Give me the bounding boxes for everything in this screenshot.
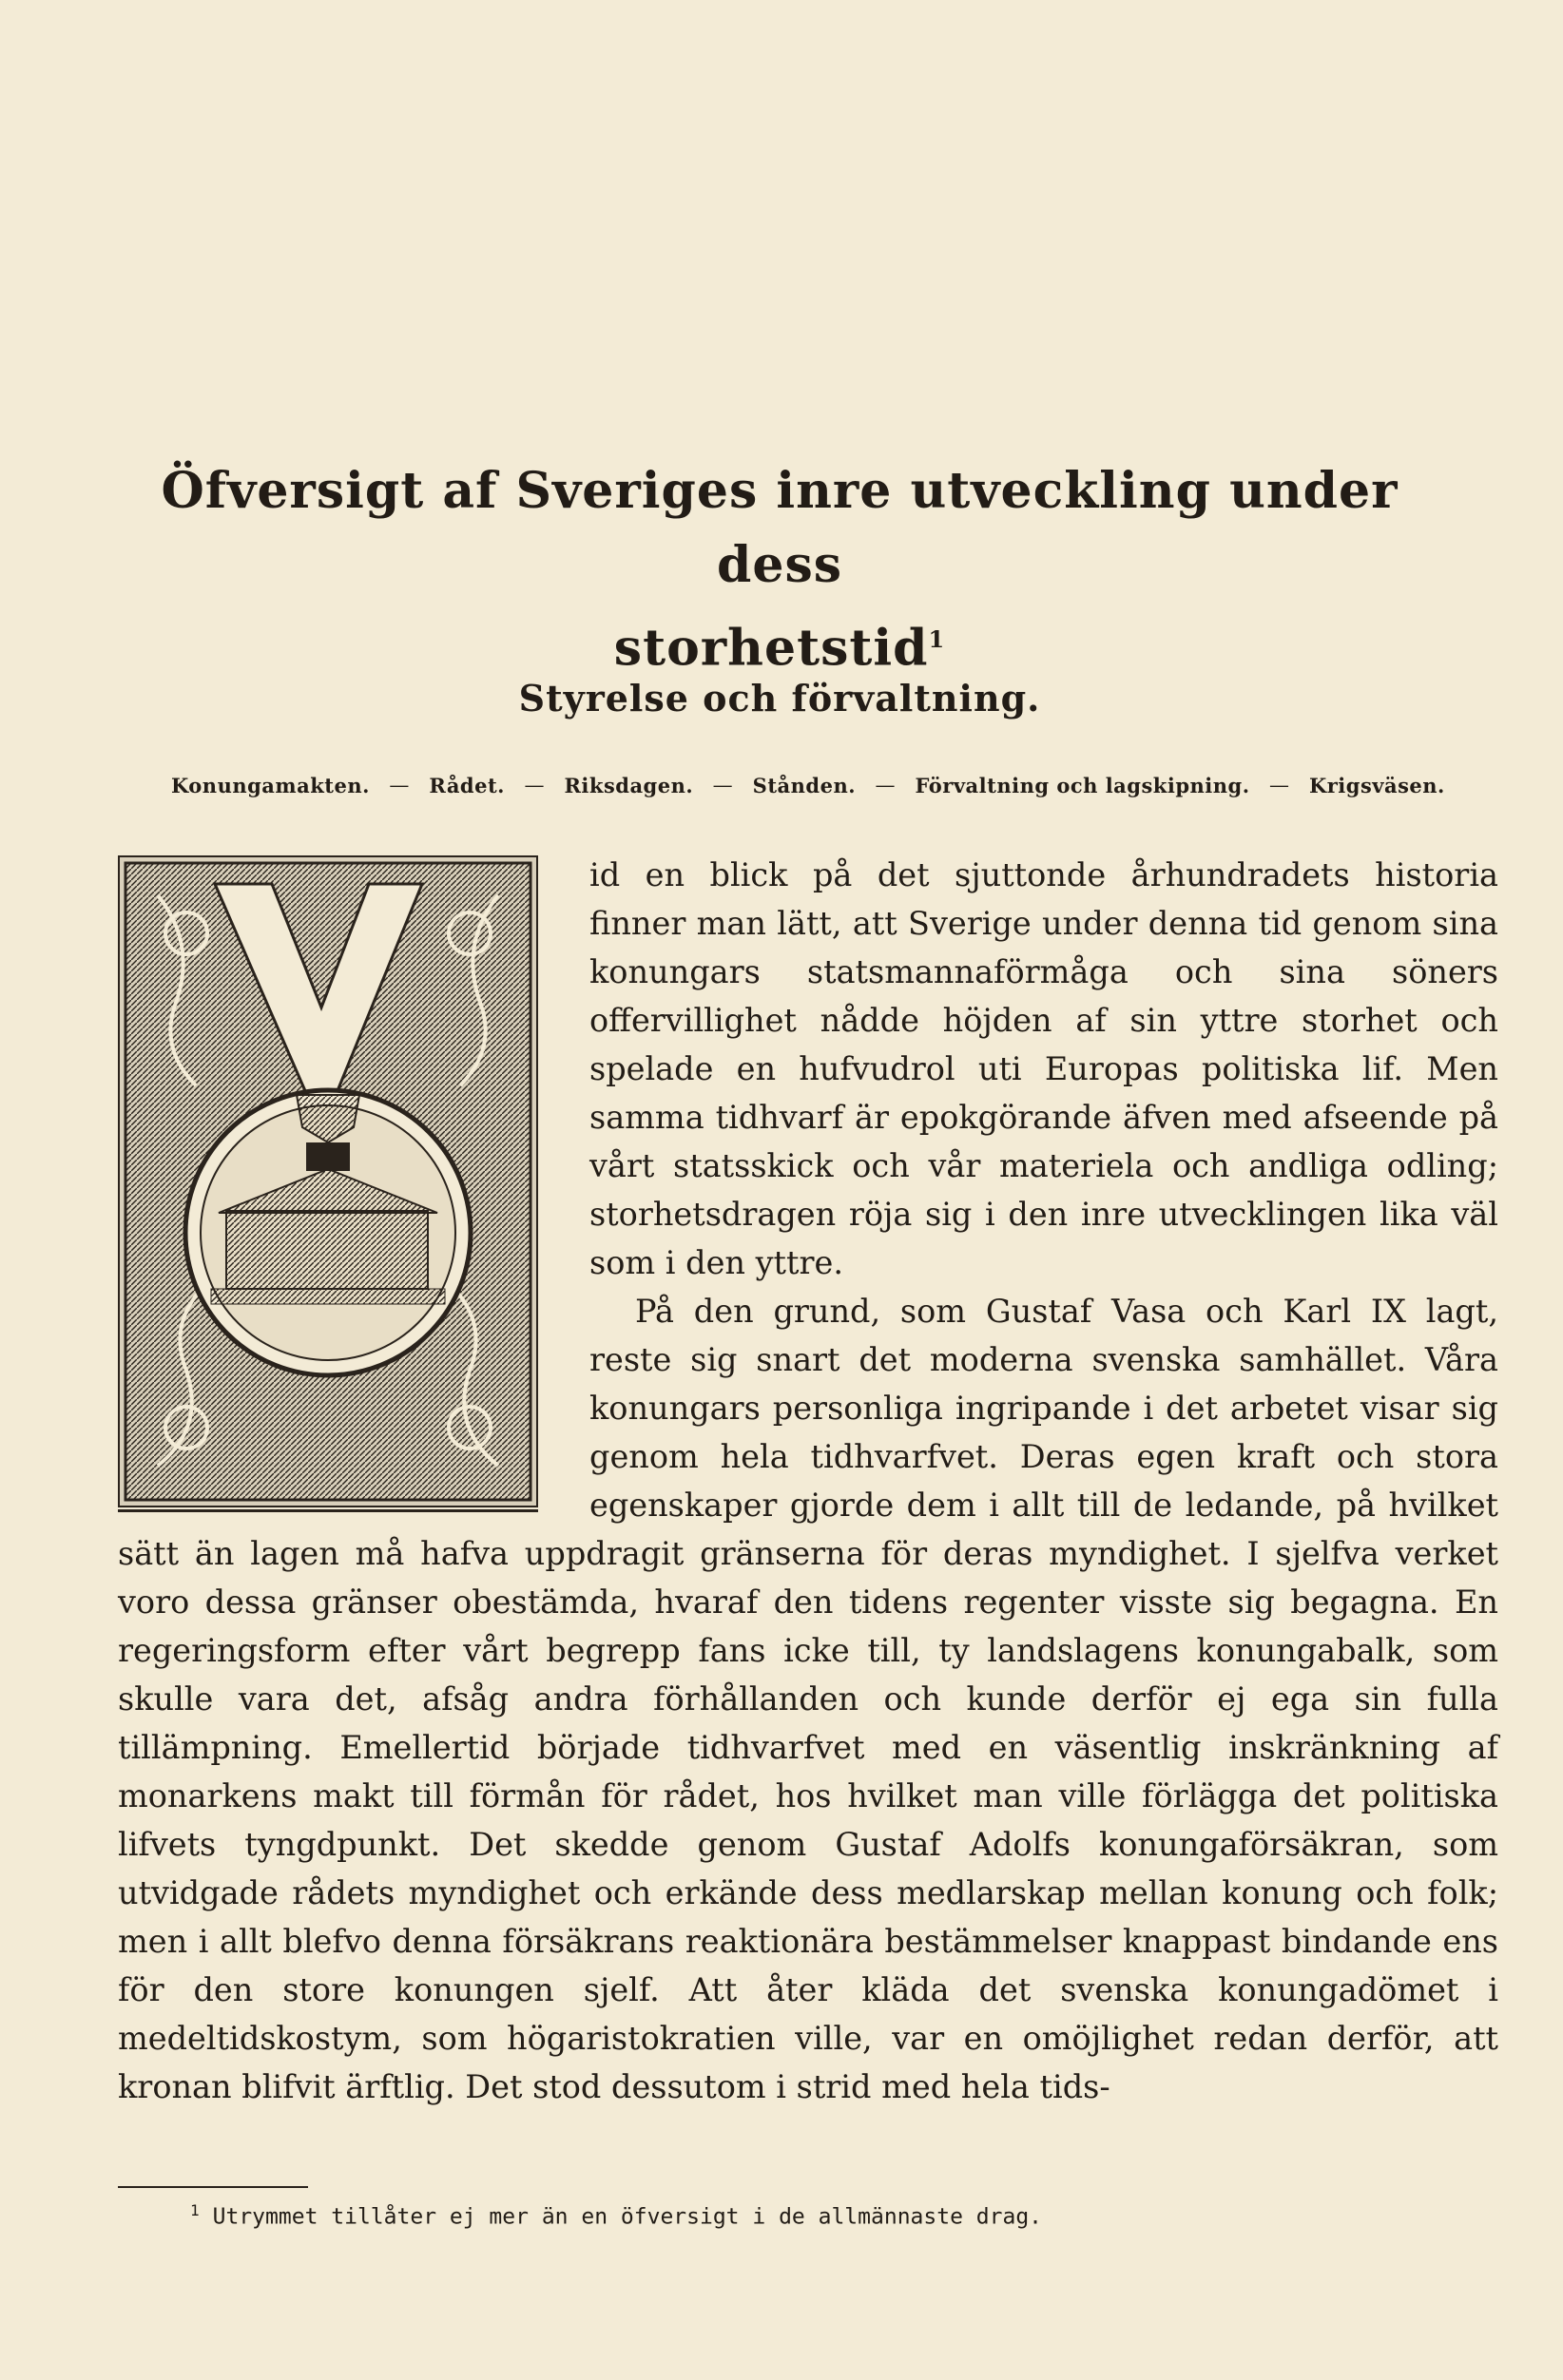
footnote-rule (118, 2186, 308, 2188)
topic-item: Konungamakten. (171, 774, 370, 797)
topic-separator: — (1269, 774, 1290, 797)
topic-separator: — (712, 774, 734, 797)
topic-item: Riksdagen. (564, 774, 694, 797)
topic-separator: — (524, 774, 545, 797)
initial-space (118, 851, 589, 1507)
topic-item: Krigsväsen. (1308, 774, 1445, 797)
body-text (118, 851, 1498, 2111)
title-line-1: Öfversigt af Sveriges inre utveckling under dess (161, 462, 1399, 594)
footnote-mark: 1 (190, 2201, 200, 2219)
topic-separator: — (875, 774, 897, 797)
paragraph-1: id en blick på det sjuttonde århundradets historia finner man lätt, att Sverige under denna tid genom sina konungars statsmannaförmåga och sina söners offervillighet nådde höjden af sin yttre storhet och spelade en hufvudrol uti Europas politiska lif. Men samma tidhvarf är epokgörande äfven med afseende på vårt statsskick och vår materiela och andliga odling; storhetsdragen röja sig i den inre utvecklingen lika väl som i den yttre. (589, 856, 1498, 1281)
topic-item: Stånden. (752, 774, 857, 797)
topic-item: Rådet. (429, 774, 505, 797)
footnote-text: Utrymmet tillåter ej mer än en öfversigt i de allmännaste drag. (212, 2204, 1043, 2230)
topic-separator: — (389, 774, 410, 797)
chapter-title (114, 454, 1445, 685)
section-subtitle: Styrelse och förvaltning. (518, 677, 1041, 720)
topic-list (171, 774, 1445, 797)
title-line-2: storhetstid (613, 619, 929, 678)
title-footnote-mark[interactable]: 1 (928, 625, 946, 653)
topic-item: Förvaltning och lagskipning. (915, 774, 1250, 797)
footnote (190, 2201, 1331, 2230)
paragraph-2: På den grund, som Gustaf Vasa och Karl IX lagt, reste sig snart det moderna svenska samhället. Våra konungars personliga ingripande i det arbetet visar sig genom hela tidhvarfvet. Deras egen kraft och stora egenskaper gjorde dem i allt till de ledande, på hvilket sätt än lagen må hafva uppdragit gränserna för deras myndighet. I sjelfva verket voro dessa gränser obestämda, hvaraf den tidens regenter visste sig begagna. En regeringsform efter vårt begrepp fans icke till, ty landslagens konungabalk, som skulle vara det, afsåg andra förhållanden och kunde derför ej ega sin fulla tillämpning. Emellertid började tidhvarfvet med en väsentlig inskränkning af monarkens makt till förmån för rådet, hos hvilket man ville förlägga det politiska lifvets tyngdpunkt. Det skedde genom Gustaf Adolfs konungaförsäkran, som utvidgade rådets myndighet och erkände dess medlarskap mellan konung och folk; men i allt blefvo denna försäkrans reaktionära bestämmelser knappast bindande ens för den store konungen sjelf. Att åter kläda det svenska konungadömet i medeltidskostym, som högaristokratien ville, var en omöjlighet redan derför, att kronan blifvit ärftlig. Det stod dessutom i strid med hela tids- (118, 1293, 1498, 2105)
